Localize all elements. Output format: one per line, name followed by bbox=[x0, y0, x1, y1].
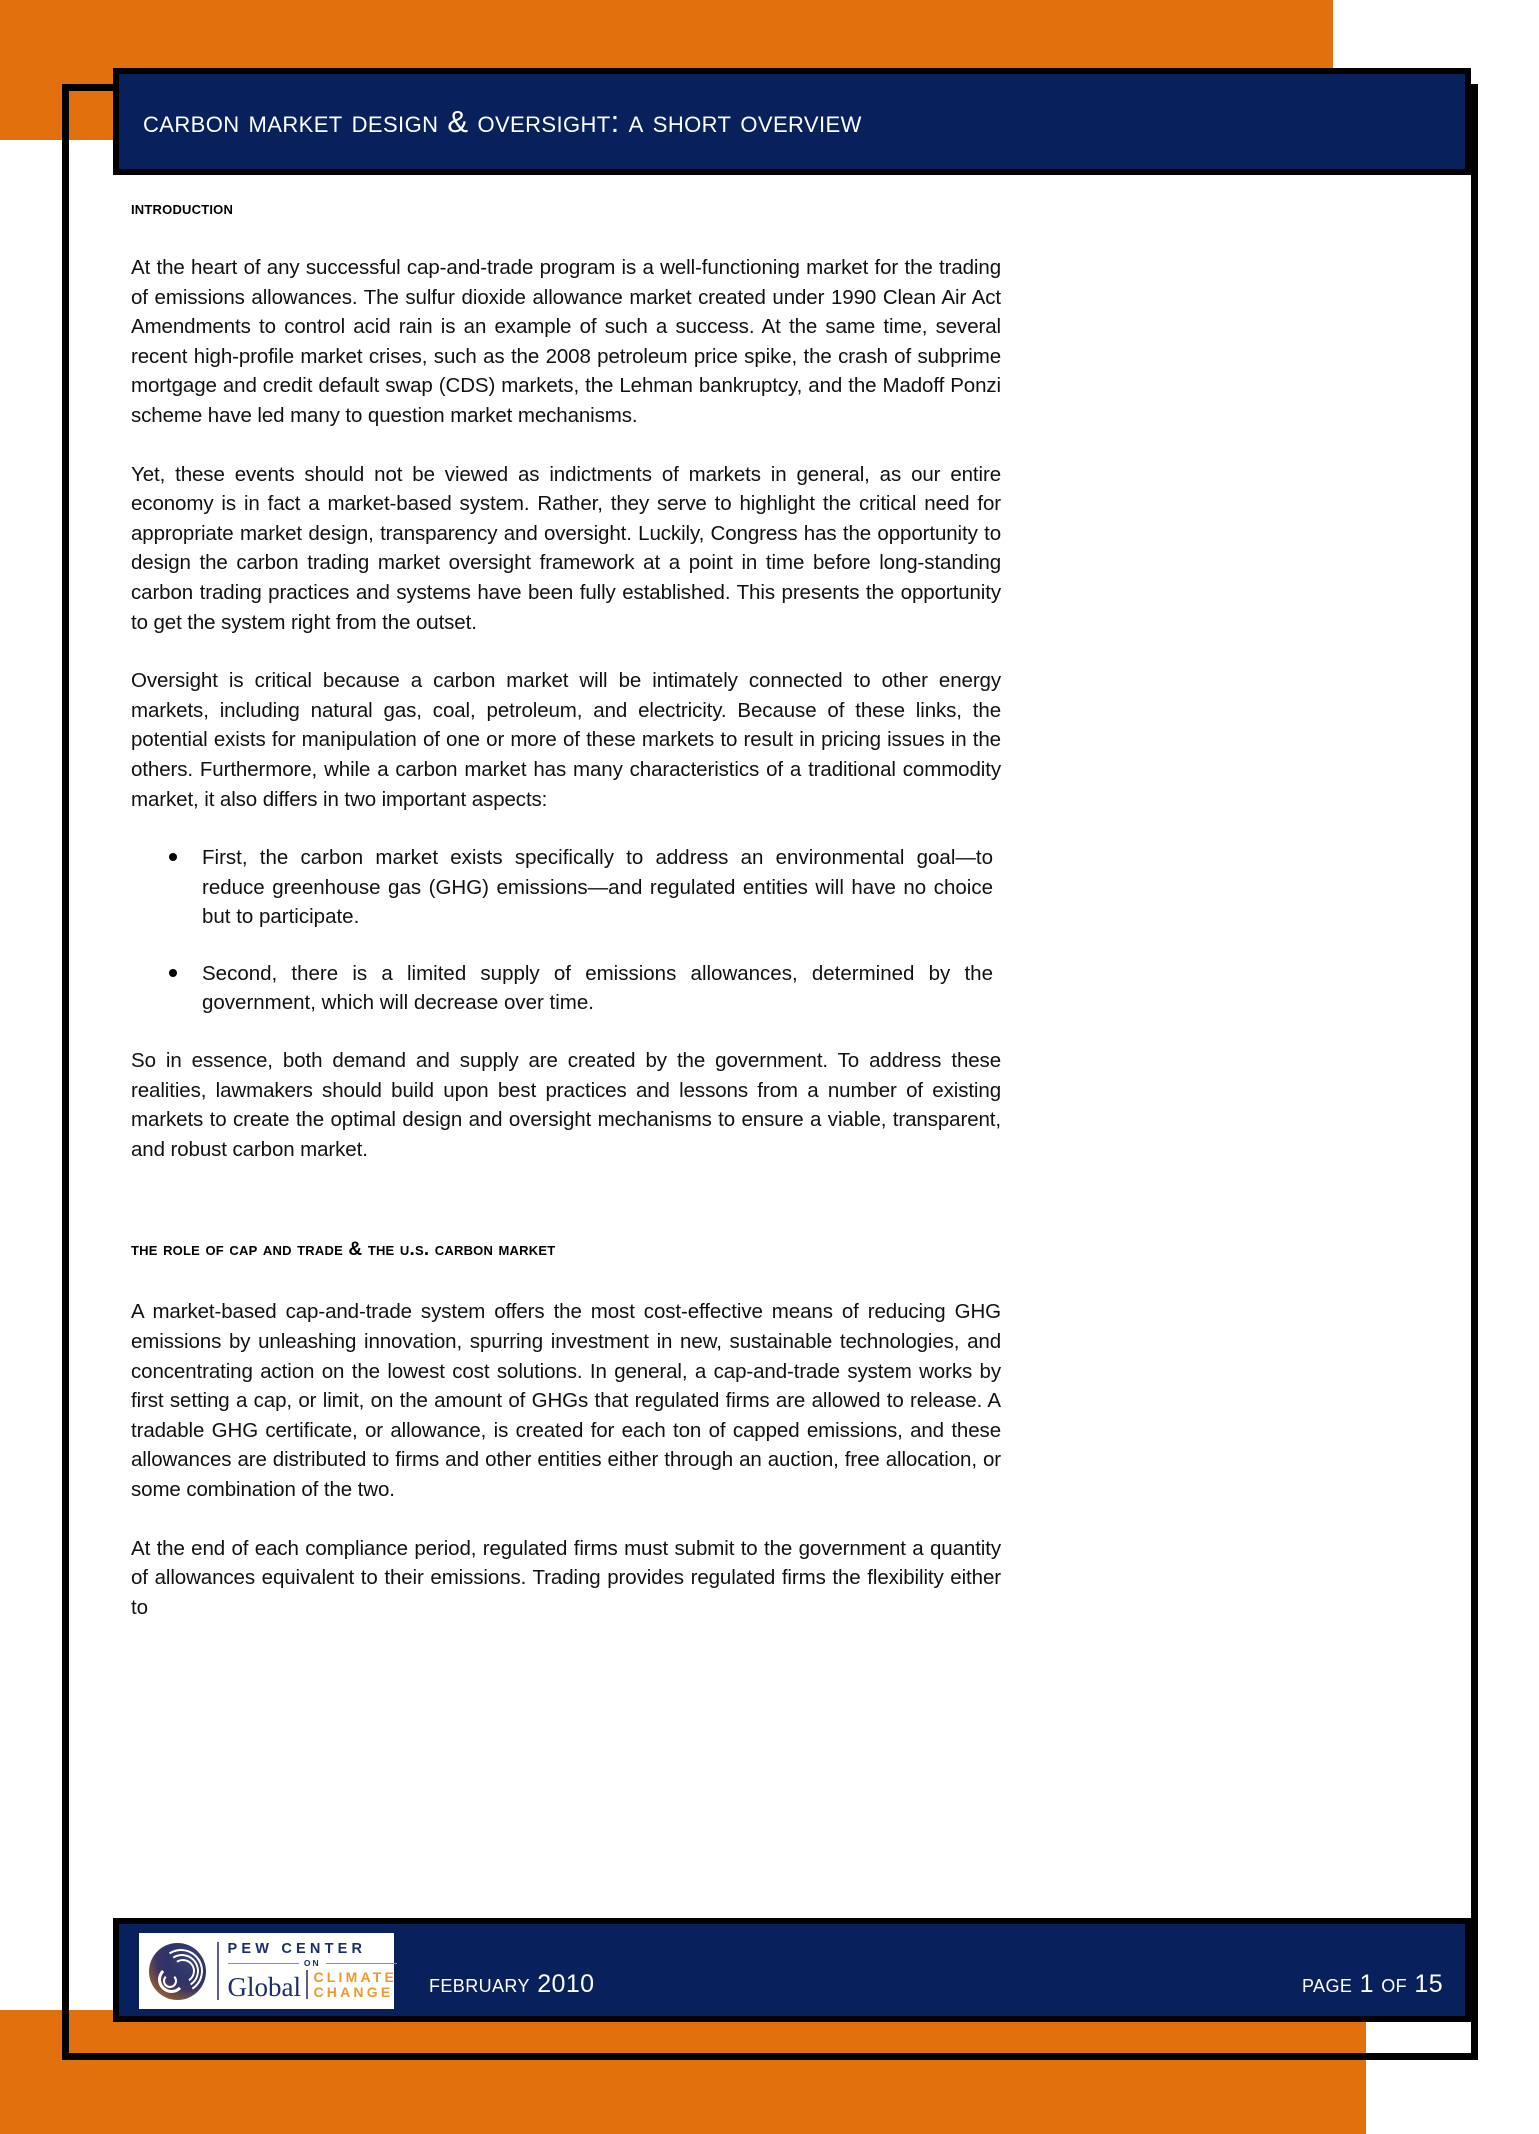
logo-on-text: ON bbox=[303, 1958, 321, 1969]
list-item-text: Second, there is a limited supply of emissions allowances, determined by the government, which will decrease over time. bbox=[202, 961, 993, 1015]
paragraph: A market-based cap-and-trade system offers the most cost-effective means of reducing GHG emissions by unleashing innovation, spurring investment in new, sustainable technologies, and concentrating action on the lowest cost solutions. In general, a cap-and-trade system works by first setting a cap, or limit, on the amount of GHGs that regulated firms are allowed to release. A tradable GHG certificate, or allowance, is created for each ton of capped emissions, and these allowances are distributed to firms and other entities either through an auction, free allocation, or some combination of the two. bbox=[131, 1300, 1001, 1501]
paragraph: Yet, these events should not be viewed as indictments of markets in general, as our entire economy is in fact a market-based system. Rather, they serve to highlight the critical need for appropriate market design, transparency and oversight. Luckily, Congress has the opportunity to design the carbon trading market oversight framework at a point in time before long-standing carbon trading practices and systems have been fully established. This presents the opportunity to get the system right from the outset. bbox=[131, 462, 1001, 634]
logo-separator bbox=[306, 1970, 308, 1999]
section-heading-role-of-cap-and-trade: the role of cap and trade & the u.s. carbon market bbox=[131, 1239, 556, 1261]
logo-on-row bbox=[228, 1958, 398, 1968]
pew-center-logo bbox=[139, 1933, 398, 2009]
document-header-bar bbox=[113, 68, 1471, 175]
paragraph: At the end of each compliance period, regulated firms must submit to the government a quantity of allowances equivalent to their emissions. Trading provides regulated firms the flexibility either to bbox=[131, 1536, 1001, 1619]
paragraph: So in essence, both demand and supply are created by the government. To address these realities, lawmakers should build upon best practices and lessons from a number of existing markets to create the optimal design and oversight mechanisms to ensure a viable, transparent, and robust carbon market. bbox=[131, 1049, 1001, 1161]
list-item bbox=[131, 959, 1001, 1018]
logo-climate-change-text bbox=[314, 1970, 398, 2000]
bullet-dot-icon bbox=[169, 853, 177, 861]
section-spacer bbox=[131, 1193, 1001, 1239]
logo-wordmark bbox=[228, 1942, 398, 2001]
bullet-list bbox=[131, 843, 1001, 1018]
section-heading-introduction: introduction bbox=[131, 198, 234, 219]
paragraph: Oversight is critical because a carbon market will be intimately connected to other energy markets, including natural gas, coal, petroleum, and electricity. Because of these links, the potential exists for manipulation of one or more of these markets to result in pricing issues in the others. Furthermore, while a carbon market has many characteristics of a traditional commodity market, it also differs in two important aspects: bbox=[131, 669, 1001, 811]
document-footer-bar bbox=[113, 1918, 1471, 2022]
logo-bottom-row bbox=[228, 1970, 398, 2000]
logo-climate-text: CLIMATE bbox=[313, 1969, 398, 1986]
footer-date: february 2010 bbox=[429, 1970, 595, 1998]
logo-global-text: Global bbox=[227, 1971, 301, 2002]
logo-divider bbox=[217, 1942, 219, 2000]
list-item-text: First, the carbon market exists specifically to address an environmental goal—to reduce greenhouse gas (GHG) emissions—and regulated entities will have no choice but to participate. bbox=[202, 846, 993, 929]
footer-page-number: page 1 of 15 bbox=[1301, 1970, 1443, 1998]
logo-change-text: CHANGE bbox=[313, 1984, 394, 2001]
bullet-dot-icon bbox=[169, 969, 177, 977]
globe-spiral-icon bbox=[149, 1943, 206, 2000]
logo-rule-left bbox=[228, 1963, 299, 1964]
logo-rule-right bbox=[326, 1963, 397, 1964]
page-title: carbon market design & oversight: a short overview bbox=[143, 103, 862, 139]
logo-pew-center-text: PEW CENTER bbox=[227, 1940, 367, 1957]
document-body bbox=[131, 198, 1001, 1622]
paragraph: At the heart of any successful cap-and-trade program is a well-functioning market for the trading of emissions allowances. The sulfur dioxide allowance market created under 1990 Clean Air Act Amendments to control acid rain is an example of such a success. At the same time, several recent high-profile market crises, such as the 2008 petroleum price spike, the crash of subprime mortgage and credit default swap (CDS) markets, the Lehman bankruptcy, and the Madoff Ponzi scheme have led many to question market mechanisms. bbox=[131, 256, 1001, 427]
list-item bbox=[131, 843, 1001, 932]
